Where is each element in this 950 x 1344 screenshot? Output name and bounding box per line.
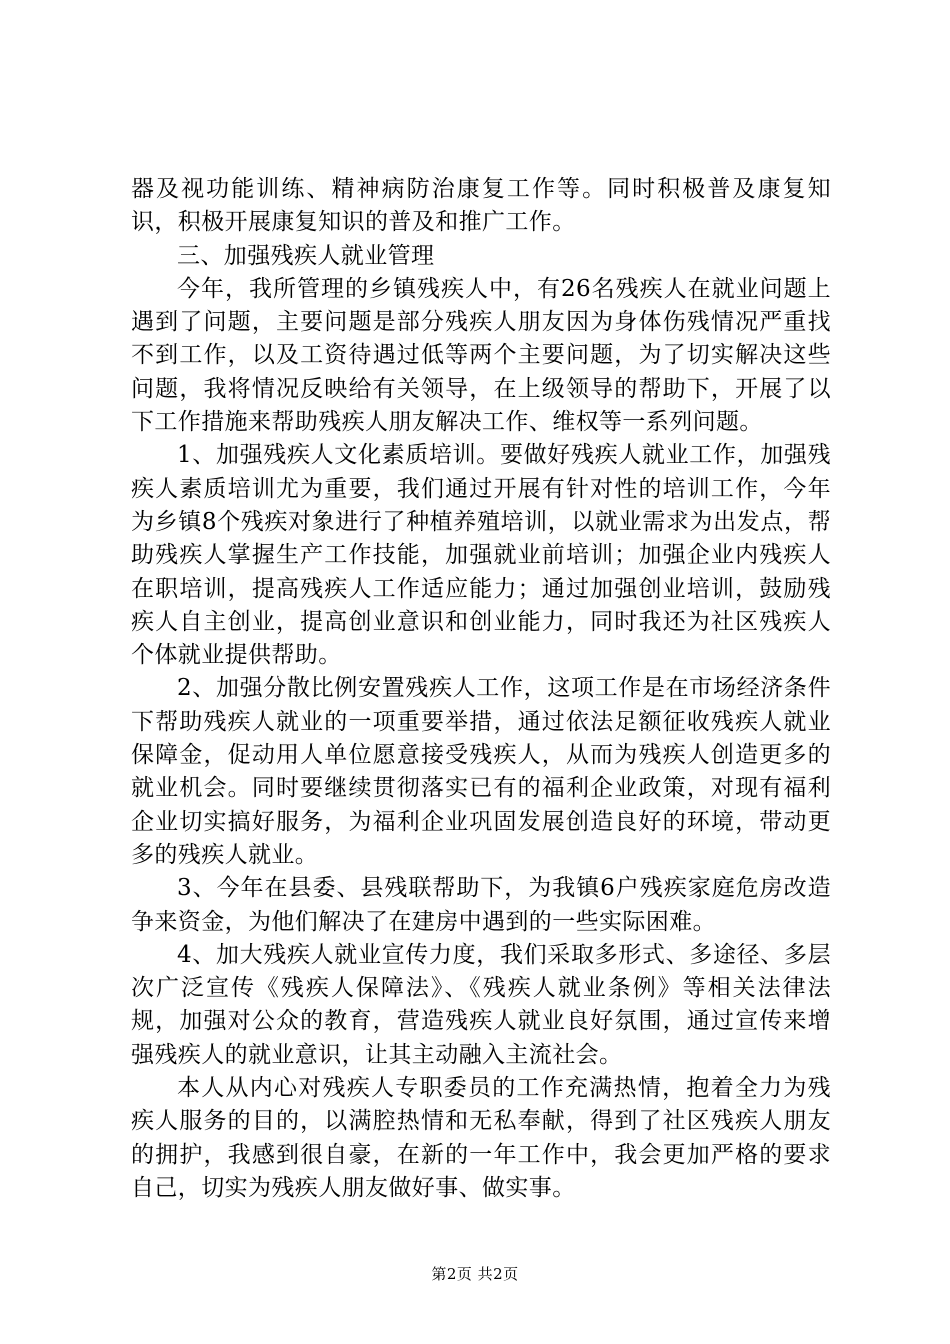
paragraph-intro: 今年，我所管理的乡镇残疾人中，有26名残疾人在就业问题上遇到了问题，主要问题是部分残疾人朋友因为身体伤残情况严重找不到工作，以及工资待遇过低等两个主要问题，为了切实解决这些问题，我将情况反映给有关领导，在上级领导的帮助下，开展了以下工作措施来帮助残疾人朋友解决工作、维权等一系列问题。: [131, 275, 831, 436]
paragraph-item-1: 1、加强残疾人文化素质培训。要做好残疾人就业工作，加强残疾人素质培训尤为重要，我们通过开展有针对性的培训工作，今年为乡镇8个残疾对象进行了种植养殖培训，以就业需求为出发点，帮助残疾人掌握生产工作技能，加强就业前培训；加强企业内残疾人在职培训，提高残疾人工作适应能力；通过加强创业培训，鼓励残疾人自主创业，提高创业意识和创业能力，同时我还为社区残疾人个体就业提供帮助。: [131, 442, 831, 669]
paragraph-item-4: 4、加大残疾人就业宣传力度，我们采取多形式、多途径、多层次广泛宣传《残疾人保障法》、《残疾人就业条例》等相关法律法规，加强对公众的教育，营造残疾人就业良好氛围，通过宣传来增强残疾人的就业意识，让其主动融入主流社会。: [131, 941, 831, 1068]
paragraph-continuation: 器及视功能训练、精神病防治康复工作等。同时积极普及康复知识，积极开展康复知识的普及和推广工作。: [131, 176, 831, 236]
paragraph-conclusion: 本人从内心对残疾人专职委员的工作充满热情，抱着全力为残疾人服务的目的，以满腔热情和无私奉献，得到了社区残疾人朋友的拥护，我感到很自豪，在新的一年工作中，我会更加严格的要求自己，切实为残疾人朋友做好事、做实事。: [131, 1075, 831, 1201]
paragraph-item-2: 2、加强分散比例安置残疾人工作，这项工作是在市场经济条件下帮助残疾人就业的一项重要举措，通过依法足额征收残疾人就业保障金，促动用人单位愿意接受残疾人，从而为残疾人创造更多的就业机会。同时要继续贯彻落实已有的福利企业政策，对现有福利企业切实搞好服务，为福利企业巩固发展创造良好的环境，带动更多的残疾人就业。: [131, 675, 831, 868]
paragraph-item-3: 3、今年在县委、县残联帮助下，为我镇6户残疾家庭危房改造争来资金，为他们解决了在建房中遇到的一些实际困难。: [131, 875, 831, 935]
section-heading: 三、加强残疾人就业管理: [177, 242, 435, 269]
page-footer: 第2页 共2页: [431, 1265, 519, 1283]
document-body: [131, 173, 831, 1205]
